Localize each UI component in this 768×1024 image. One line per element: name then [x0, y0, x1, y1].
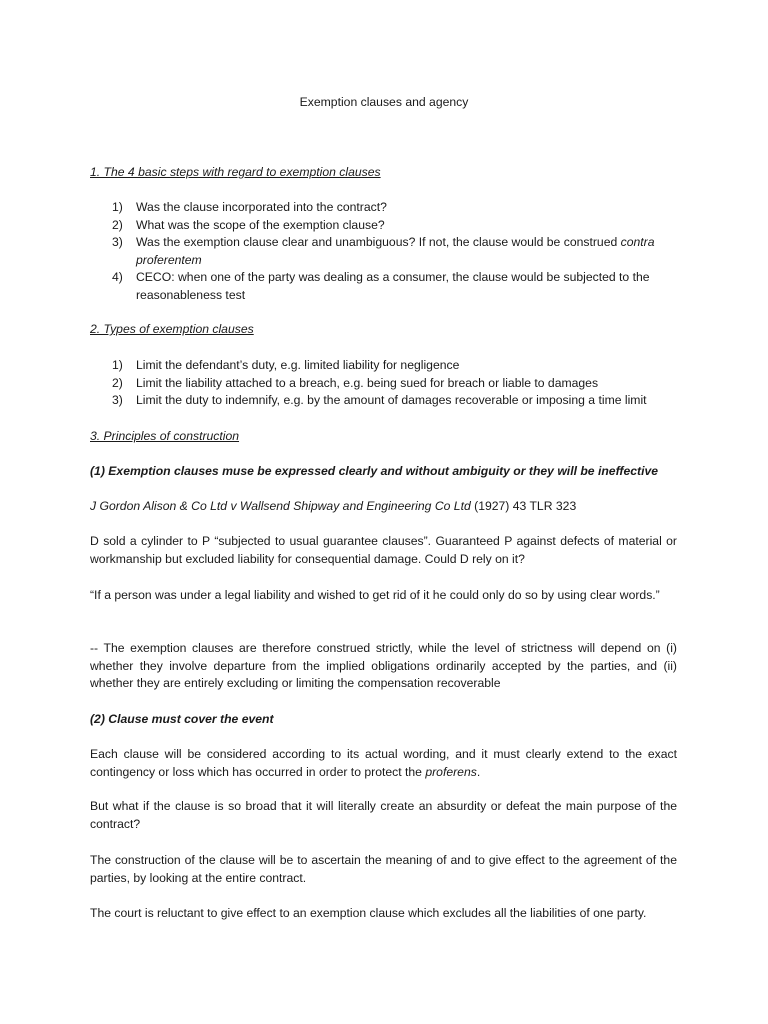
list-item: 3) Was the exemption clause clear and unambiguous? If not, the clause would be construed contra proferentem [112, 235, 655, 267]
list-item: 4) CECO: when one of the party was dealing as a consumer, the clause would be subjected to the reasonableness test [112, 270, 650, 302]
list-item: 3) Limit the duty to indemnify, e.g. by the amount of damages recoverable or imposing a time limit [112, 393, 647, 408]
section3-heading: 3. Principles of construction [90, 429, 240, 443]
paragraph-broad-clause: But what if the clause is so broad that it will literally create an absurdity or defeat the main purpose of the contract? [90, 799, 677, 831]
paragraph-quote: “If a person was under a legal liability and wished to get rid of it he could only do so by using clear words.” [90, 588, 660, 602]
paragraph-reluctant: The court is reluctant to give effect to an exemption clause which excludes all the liabilities of one party. [90, 906, 647, 920]
list-item: 1) Was the clause incorporated into the contract? [112, 200, 387, 214]
paragraph-wording: Each clause will be considered according to its actual wording, and it must clearly extend to the exact contingency or loss which has occurred in order to protect the proferens. [90, 747, 677, 779]
list-item: 2) Limit the liability attached to a breach, e.g. being sued for breach or liable to damages [112, 375, 599, 390]
section1-list [90, 199, 680, 305]
case-reference [90, 498, 677, 516]
principle-1-heading: (1) Exemption clauses muse be expressed clearly and without ambiguity or they will be ineffective [90, 464, 659, 478]
list-item: 2) What was the scope of the exemption clause? [112, 217, 385, 232]
paragraph-facts: D sold a cylinder to P “subjected to usual guarantee clauses”. Guaranteed P against defects of material or workmanship but excluded liability for consequential damage. Could D rely on it? [90, 534, 677, 566]
principle-2-heading: (2) Clause must cover the event [90, 712, 274, 726]
section1-heading: 1. The 4 basic steps with regard to exemption clauses [90, 165, 381, 179]
paragraph-strict-construction: -- The exemption clauses are therefore construed strictly, while the level of strictness will depend on (i) whether they involve departure from the implied obligations ordinarily accepted by the parties, and (ii) whether they are entirely excluding or limiting the compensation recoverable [90, 641, 677, 691]
section2-heading: 2. Types of exemption clauses [90, 322, 254, 336]
case-citation: (1927) 43 TLR 323 [470, 499, 577, 513]
document-title: Exemption clauses and agency [299, 95, 469, 109]
section2-list [90, 357, 680, 410]
paragraph-construction: The construction of the clause will be to ascertain the meaning of and to give effect to the agreement of the parties, by looking at the entire contract. [90, 853, 677, 885]
case-name: J Gordon Alison & Co Ltd v Wallsend Shipway and Engineering Co Ltd [90, 499, 471, 513]
list-item: 1) Limit the defendant’s duty, e.g. limited liability for negligence [112, 358, 460, 372]
